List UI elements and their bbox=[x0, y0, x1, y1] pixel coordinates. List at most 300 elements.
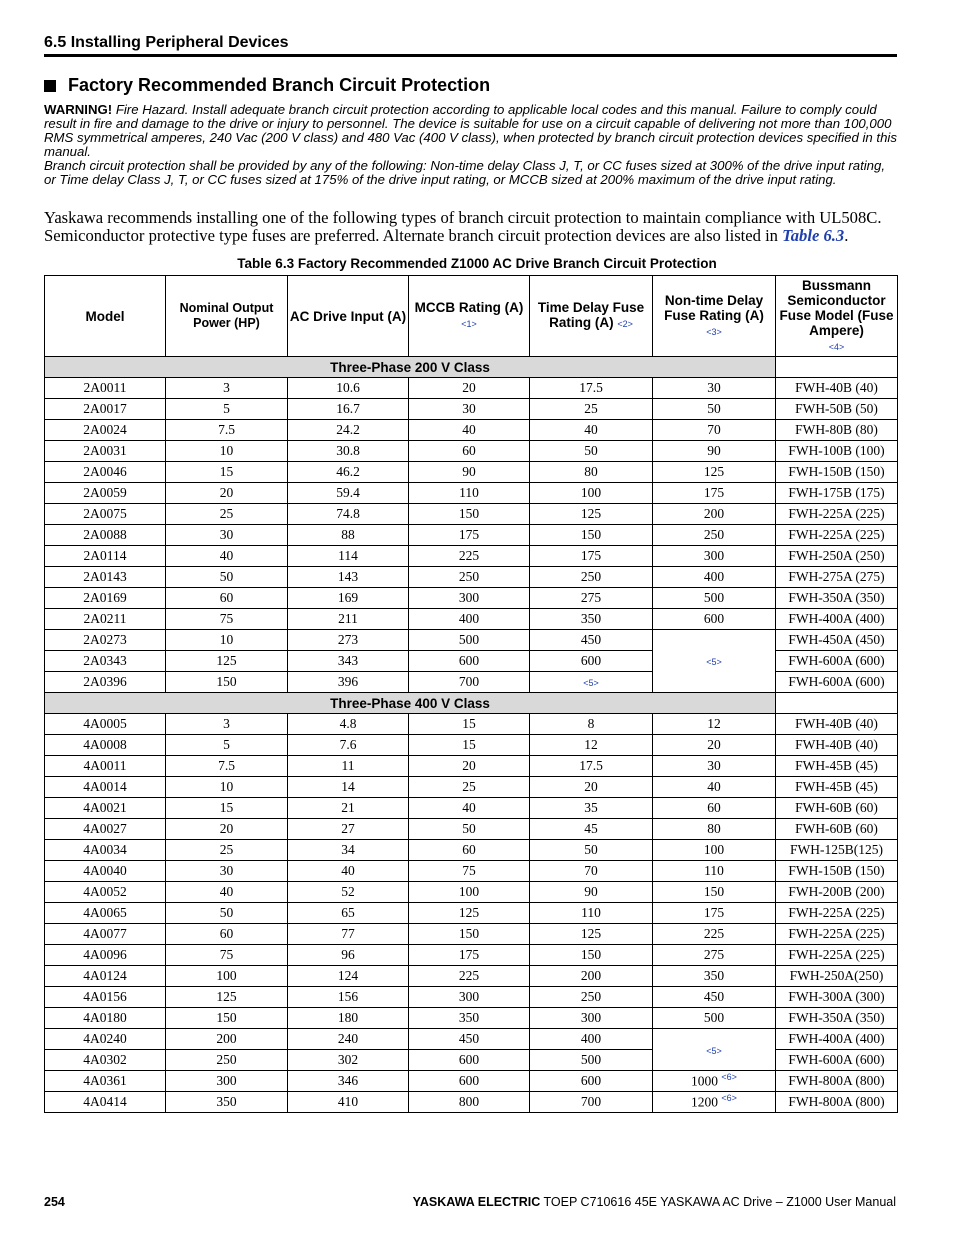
cell-input: 27 bbox=[288, 819, 409, 840]
cell-fuse-model: FWH-600A (600) bbox=[776, 672, 898, 693]
cell-timedelay: 125 bbox=[530, 504, 653, 525]
cell-mccb: 350 bbox=[409, 1008, 530, 1029]
table-caption: Table 6.3 Factory Recommended Z1000 AC Drive Branch Circuit Protection bbox=[237, 256, 717, 271]
cell-fuse-model: FWH-450A (450) bbox=[776, 630, 898, 651]
cell-timedelay: 250 bbox=[530, 987, 653, 1008]
nontime-value: 1200 bbox=[691, 1094, 719, 1110]
col-mccb-header bbox=[409, 276, 530, 357]
cell-nontime bbox=[653, 987, 776, 1008]
cell-mccb: 110 bbox=[409, 483, 530, 504]
cell-mccb: 300 bbox=[409, 588, 530, 609]
cell-fuse-model: FWH-125B(125) bbox=[776, 840, 898, 861]
table-body bbox=[45, 357, 898, 1113]
cell-timedelay: 175 bbox=[530, 546, 653, 567]
cell-fuse-model: FWH-225A (225) bbox=[776, 504, 898, 525]
cell-timedelay: 600 bbox=[530, 651, 653, 672]
nontime-value: 50 bbox=[707, 401, 721, 416]
intro-paragraph bbox=[44, 209, 900, 245]
cell-fuse-model: FWH-275A (275) bbox=[776, 567, 898, 588]
cell-input: 14 bbox=[288, 777, 409, 798]
cell-mccb: 450 bbox=[409, 1029, 530, 1050]
cell-power: 50 bbox=[166, 567, 288, 588]
cell-fuse-model: FWH-40B (40) bbox=[776, 735, 898, 756]
cell-model: 4A0124 bbox=[45, 966, 166, 987]
cell-timedelay: 600 bbox=[530, 1071, 653, 1092]
cell-fuse-model: FWH-225A (225) bbox=[776, 525, 898, 546]
cell-nontime bbox=[653, 924, 776, 945]
footnote-link[interactable]: <6> bbox=[721, 1093, 737, 1104]
cell-power: 150 bbox=[166, 1008, 288, 1029]
table-reference-link[interactable]: Table 6.3 bbox=[782, 226, 845, 245]
table-row bbox=[45, 483, 898, 504]
table-header-row bbox=[45, 276, 898, 357]
cell-timedelay: 250 bbox=[530, 567, 653, 588]
cell-mccb: 600 bbox=[409, 651, 530, 672]
cell-mccb: 20 bbox=[409, 756, 530, 777]
cell-power: 5 bbox=[166, 735, 288, 756]
cell-power: 15 bbox=[166, 798, 288, 819]
cell-model: 2A0343 bbox=[45, 651, 166, 672]
cell-nontime bbox=[653, 777, 776, 798]
table-row bbox=[45, 588, 898, 609]
cell-nontime bbox=[653, 861, 776, 882]
cell-mccb: 600 bbox=[409, 1071, 530, 1092]
nontime-value: 1000 bbox=[691, 1073, 719, 1089]
cell-timedelay: 80 bbox=[530, 462, 653, 483]
cell-fuse-model: FWH-800A (800) bbox=[776, 1092, 898, 1113]
table-row bbox=[45, 966, 898, 987]
cell-nontime bbox=[653, 609, 776, 630]
nontime-value: 350 bbox=[703, 968, 725, 983]
cell-model: 4A0156 bbox=[45, 987, 166, 1008]
cell-mccb: 400 bbox=[409, 609, 530, 630]
cell-model: 2A0024 bbox=[45, 420, 166, 441]
cell-power: 15 bbox=[166, 462, 288, 483]
table-row bbox=[45, 735, 898, 756]
cell-model: 4A0005 bbox=[45, 714, 166, 735]
cell-mccb: 90 bbox=[409, 462, 530, 483]
nontime-value: 250 bbox=[703, 527, 725, 542]
cell-input: 30.8 bbox=[288, 441, 409, 462]
cell-model: 2A0211 bbox=[45, 609, 166, 630]
cell-input: 273 bbox=[288, 630, 409, 651]
cell-model: 2A0059 bbox=[45, 483, 166, 504]
cell-nontime bbox=[653, 588, 776, 609]
col-power-header: Nominal Output Power (HP) bbox=[166, 276, 288, 357]
cell-power: 250 bbox=[166, 1050, 288, 1071]
nontime-value: 275 bbox=[703, 947, 725, 962]
cell-power: 75 bbox=[166, 945, 288, 966]
nontime-value: 30 bbox=[707, 758, 721, 773]
cell-fuse-model: FWH-250A (250) bbox=[776, 546, 898, 567]
cell-mccb: 225 bbox=[409, 546, 530, 567]
cell-power: 20 bbox=[166, 819, 288, 840]
cell-timedelay: 35 bbox=[530, 798, 653, 819]
cell-mccb: 30 bbox=[409, 399, 530, 420]
footnote-link[interactable]: <5> bbox=[583, 678, 599, 688]
cell-fuse-model: FWH-80B (80) bbox=[776, 420, 898, 441]
cell-mccb: 250 bbox=[409, 567, 530, 588]
cell-fuse-model: FWH-45B (45) bbox=[776, 777, 898, 798]
cell-fuse-model: FWH-600A (600) bbox=[776, 1050, 898, 1071]
cell-input: 96 bbox=[288, 945, 409, 966]
cell-power: 10 bbox=[166, 441, 288, 462]
cell-power: 3 bbox=[166, 378, 288, 399]
cell-power: 125 bbox=[166, 651, 288, 672]
cell-timedelay: 50 bbox=[530, 441, 653, 462]
cell-mccb: 700 bbox=[409, 672, 530, 693]
cell-mccb: 600 bbox=[409, 1050, 530, 1071]
table-row bbox=[45, 630, 898, 651]
cell-mccb: 175 bbox=[409, 945, 530, 966]
col-timedelay-header bbox=[530, 276, 653, 357]
table-row bbox=[45, 945, 898, 966]
cell-fuse-model: FWH-350A (350) bbox=[776, 588, 898, 609]
cell-power: 150 bbox=[166, 672, 288, 693]
cell-model: 4A0027 bbox=[45, 819, 166, 840]
cell-input: 11 bbox=[288, 756, 409, 777]
table-row bbox=[45, 840, 898, 861]
cell-nontime bbox=[653, 1008, 776, 1029]
nontime-value: 30 bbox=[707, 380, 721, 395]
cell-timedelay: 150 bbox=[530, 945, 653, 966]
cell-mccb: 60 bbox=[409, 441, 530, 462]
cell-timedelay: 45 bbox=[530, 819, 653, 840]
page-number: 254 bbox=[44, 1195, 65, 1209]
cell-model: 4A0361 bbox=[45, 1071, 166, 1092]
cell-model: 4A0040 bbox=[45, 861, 166, 882]
cell-model: 2A0273 bbox=[45, 630, 166, 651]
cell-model: 4A0414 bbox=[45, 1092, 166, 1113]
cell-mccb: 800 bbox=[409, 1092, 530, 1113]
table-row bbox=[45, 798, 898, 819]
cell-nontime bbox=[653, 882, 776, 903]
note-3-link[interactable]: <3> bbox=[706, 326, 722, 337]
cell-timedelay: 125 bbox=[530, 924, 653, 945]
cell-input: 302 bbox=[288, 1050, 409, 1071]
cell-power: 7.5 bbox=[166, 420, 288, 441]
cell-mccb: 150 bbox=[409, 924, 530, 945]
cell-mccb: 50 bbox=[409, 819, 530, 840]
cell-mccb: 15 bbox=[409, 735, 530, 756]
nontime-value: 90 bbox=[707, 443, 721, 458]
intro-end: . bbox=[844, 226, 849, 245]
cell-input: 114 bbox=[288, 546, 409, 567]
cell-input: 7.6 bbox=[288, 735, 409, 756]
cell-input: 10.6 bbox=[288, 378, 409, 399]
cell-fuse-model: FWH-175B (175) bbox=[776, 483, 898, 504]
nontime-value: 60 bbox=[707, 800, 721, 815]
nontime-value: 125 bbox=[703, 464, 725, 479]
cell-power: 60 bbox=[166, 588, 288, 609]
nontime-value: 200 bbox=[703, 506, 725, 521]
cell-power: 25 bbox=[166, 840, 288, 861]
cell-timedelay: 90 bbox=[530, 882, 653, 903]
cell-power: 30 bbox=[166, 861, 288, 882]
cell-fuse-model: FWH-40B (40) bbox=[776, 378, 898, 399]
table-row bbox=[45, 378, 898, 399]
cell-power: 300 bbox=[166, 1071, 288, 1092]
cell-input: 180 bbox=[288, 1008, 409, 1029]
cell-input: 24.2 bbox=[288, 420, 409, 441]
cell-nontime bbox=[653, 756, 776, 777]
cell-input: 346 bbox=[288, 1071, 409, 1092]
footnote-link[interactable]: <5> bbox=[706, 657, 722, 667]
cell-power: 60 bbox=[166, 924, 288, 945]
cell-nontime-merged bbox=[653, 630, 776, 693]
section-title: 6.5 Installing Peripheral Devices bbox=[44, 34, 289, 51]
table-row bbox=[45, 1008, 898, 1029]
table-row bbox=[45, 714, 898, 735]
cell-fuse-model: FWH-100B (100) bbox=[776, 441, 898, 462]
nontime-value: 600 bbox=[703, 611, 725, 626]
cell-fuse-model: FWH-225A (225) bbox=[776, 945, 898, 966]
nontime-value: 500 bbox=[703, 590, 725, 605]
cell-power: 200 bbox=[166, 1029, 288, 1050]
cell-mccb: 60 bbox=[409, 840, 530, 861]
cell-mccb: 175 bbox=[409, 525, 530, 546]
cell-model: 2A0169 bbox=[45, 588, 166, 609]
cell-fuse-model: FWH-60B (60) bbox=[776, 798, 898, 819]
cell-timedelay: 300 bbox=[530, 1008, 653, 1029]
cell-power: 350 bbox=[166, 1092, 288, 1113]
cell-nontime bbox=[653, 525, 776, 546]
cell-input: 343 bbox=[288, 651, 409, 672]
cell-fuse-model: FWH-400A (400) bbox=[776, 609, 898, 630]
cell-fuse-model: FWH-45B (45) bbox=[776, 756, 898, 777]
class-row-200v bbox=[45, 357, 898, 378]
cell-nontime bbox=[653, 567, 776, 588]
cell-model: 4A0077 bbox=[45, 924, 166, 945]
note-2-link[interactable]: <2> bbox=[617, 319, 633, 329]
cell-power: 40 bbox=[166, 546, 288, 567]
nontime-value: 110 bbox=[704, 863, 724, 878]
table-row bbox=[45, 903, 898, 924]
cell-mccb: 40 bbox=[409, 798, 530, 819]
table-row bbox=[45, 609, 898, 630]
warning-text: Fire Hazard. Install adequate branch circuit protection according to applicable local codes and this manual. Failure to comply could result in fire and damage to the drive or injury to personnel. The device is suitable for use on a circuit capable of delivering not more than 100,000 RMS symmetrical amperes, 240 Vac (200 V class) and 480 Vac (400 V class), when protected by branch circuit protection devices specified in this manual. bbox=[44, 102, 897, 159]
footnote-link[interactable]: <6> bbox=[721, 1072, 737, 1083]
cell-power: 10 bbox=[166, 777, 288, 798]
cell-model: 4A0014 bbox=[45, 777, 166, 798]
cell-mccb: 15 bbox=[409, 714, 530, 735]
cell-power: 10 bbox=[166, 630, 288, 651]
table-row bbox=[45, 819, 898, 840]
footer-doc-title: TOEP C710616 45E YASKAWA AC Drive – Z1000 User Manual bbox=[543, 1195, 896, 1209]
class-row-400v bbox=[45, 693, 898, 714]
nontime-value: 500 bbox=[703, 1010, 725, 1025]
nontime-value: 175 bbox=[703, 485, 725, 500]
cell-power: 30 bbox=[166, 525, 288, 546]
note-4-link[interactable]: <4> bbox=[828, 341, 845, 352]
table-row bbox=[45, 1029, 898, 1050]
cell-model: 2A0046 bbox=[45, 462, 166, 483]
cell-nontime bbox=[653, 378, 776, 399]
nontime-value: 450 bbox=[703, 989, 725, 1004]
cell-fuse-model: FWH-50B (50) bbox=[776, 399, 898, 420]
cell-model: 4A0034 bbox=[45, 840, 166, 861]
cell-nontime bbox=[653, 462, 776, 483]
cell-input: 21 bbox=[288, 798, 409, 819]
nontime-value: 225 bbox=[703, 926, 725, 941]
cell-input: 65 bbox=[288, 903, 409, 924]
cell-power: 5 bbox=[166, 399, 288, 420]
cell-model: 2A0088 bbox=[45, 525, 166, 546]
cell-model: 4A0065 bbox=[45, 903, 166, 924]
cell-model: 4A0008 bbox=[45, 735, 166, 756]
nontime-value: 40 bbox=[707, 779, 721, 794]
warning-block bbox=[44, 103, 900, 187]
heading bbox=[44, 75, 490, 96]
table-row bbox=[45, 462, 898, 483]
cell-mccb: 40 bbox=[409, 420, 530, 441]
class-label: Three-Phase 200 V Class bbox=[45, 357, 776, 378]
cell-mccb: 300 bbox=[409, 987, 530, 1008]
footer-doc bbox=[413, 1195, 896, 1209]
section-divider bbox=[44, 54, 897, 57]
cell-nontime bbox=[653, 945, 776, 966]
cell-input: 143 bbox=[288, 567, 409, 588]
table-row bbox=[45, 924, 898, 945]
cell-mccb: 20 bbox=[409, 378, 530, 399]
cell-fuse-model: FWH-300A (300) bbox=[776, 987, 898, 1008]
class-blank bbox=[776, 357, 898, 378]
cell-nontime bbox=[653, 420, 776, 441]
cell-power: 100 bbox=[166, 966, 288, 987]
cell-timedelay bbox=[530, 672, 653, 693]
cell-model: 4A0302 bbox=[45, 1050, 166, 1071]
cell-input: 156 bbox=[288, 987, 409, 1008]
branch-protection-table bbox=[44, 275, 898, 1113]
cell-nontime bbox=[653, 714, 776, 735]
cell-fuse-model: FWH-250A(250) bbox=[776, 966, 898, 987]
warning-label: WARNING! bbox=[44, 102, 113, 117]
nontime-value: 70 bbox=[707, 422, 721, 437]
cell-nontime bbox=[653, 819, 776, 840]
cell-input: 410 bbox=[288, 1092, 409, 1113]
timedelay-header-text: Time Delay Fuse Rating (A) bbox=[537, 300, 645, 330]
cell-model: 2A0011 bbox=[45, 378, 166, 399]
cell-timedelay: 17.5 bbox=[530, 378, 653, 399]
cell-model: 2A0017 bbox=[45, 399, 166, 420]
cell-fuse-model: FWH-150B (150) bbox=[776, 861, 898, 882]
cell-nontime bbox=[653, 735, 776, 756]
nontime-value: 300 bbox=[703, 548, 725, 563]
nontime-value: 150 bbox=[703, 884, 725, 899]
cell-timedelay: 25 bbox=[530, 399, 653, 420]
nontime-header-text: Non-time Delay Fuse Rating (A) bbox=[664, 292, 764, 323]
table-row bbox=[45, 1092, 898, 1113]
cell-nontime bbox=[653, 441, 776, 462]
cell-timedelay: 17.5 bbox=[530, 756, 653, 777]
cell-input: 46.2 bbox=[288, 462, 409, 483]
footnote-link[interactable]: <5> bbox=[706, 1045, 722, 1056]
cell-timedelay: 40 bbox=[530, 420, 653, 441]
cell-model: 2A0075 bbox=[45, 504, 166, 525]
col-nontime-header bbox=[653, 276, 776, 357]
cell-model: 4A0052 bbox=[45, 882, 166, 903]
cell-input: 77 bbox=[288, 924, 409, 945]
cell-fuse-model: FWH-400A (400) bbox=[776, 1029, 898, 1050]
nontime-value: 400 bbox=[703, 569, 725, 584]
table-row bbox=[45, 1071, 898, 1092]
cell-timedelay: 110 bbox=[530, 903, 653, 924]
col-bussmann-header bbox=[776, 276, 898, 357]
cell-input: 40 bbox=[288, 861, 409, 882]
table-row bbox=[45, 756, 898, 777]
cell-power: 7.5 bbox=[166, 756, 288, 777]
table-row bbox=[45, 399, 898, 420]
cell-timedelay: 450 bbox=[530, 630, 653, 651]
cell-input: 59.4 bbox=[288, 483, 409, 504]
cell-timedelay: 500 bbox=[530, 1050, 653, 1071]
cell-nontime bbox=[653, 798, 776, 819]
table-row bbox=[45, 504, 898, 525]
table-row bbox=[45, 441, 898, 462]
cell-nontime bbox=[653, 966, 776, 987]
cell-mccb: 225 bbox=[409, 966, 530, 987]
cell-nontime bbox=[653, 399, 776, 420]
cell-model: 4A0021 bbox=[45, 798, 166, 819]
table-row bbox=[45, 567, 898, 588]
nontime-value: 175 bbox=[703, 905, 725, 920]
cell-fuse-model: FWH-225A (225) bbox=[776, 903, 898, 924]
cell-timedelay: 50 bbox=[530, 840, 653, 861]
table-row bbox=[45, 882, 898, 903]
cell-fuse-model: FWH-350A (350) bbox=[776, 1008, 898, 1029]
intro-text: Yaskawa recommends installing one of the following types of branch circuit protection to maintain compliance with UL508C. Semiconductor protective type fuses are preferred. Alternate branch circuit protection devices are also listed in bbox=[44, 208, 882, 245]
note-1-link[interactable]: <1> bbox=[461, 319, 477, 329]
cell-power: 20 bbox=[166, 483, 288, 504]
cell-input: 34 bbox=[288, 840, 409, 861]
heading-text: Factory Recommended Branch Circuit Protection bbox=[68, 75, 491, 95]
nontime-value: 20 bbox=[707, 737, 721, 752]
cell-nontime bbox=[653, 1092, 776, 1113]
cell-nontime bbox=[653, 903, 776, 924]
cell-model: 4A0240 bbox=[45, 1029, 166, 1050]
cell-input: 4.8 bbox=[288, 714, 409, 735]
cell-nontime bbox=[653, 546, 776, 567]
mccb-header-text: MCCB Rating (A) bbox=[414, 300, 524, 315]
cell-model: 4A0011 bbox=[45, 756, 166, 777]
table-row bbox=[45, 777, 898, 798]
cell-model: 4A0180 bbox=[45, 1008, 166, 1029]
cell-fuse-model: FWH-800A (800) bbox=[776, 1071, 898, 1092]
cell-mccb: 500 bbox=[409, 630, 530, 651]
cell-power: 25 bbox=[166, 504, 288, 525]
cell-mccb: 25 bbox=[409, 777, 530, 798]
cell-timedelay: 700 bbox=[530, 1092, 653, 1113]
cell-timedelay: 150 bbox=[530, 525, 653, 546]
cell-power: 50 bbox=[166, 903, 288, 924]
cell-timedelay: 200 bbox=[530, 966, 653, 987]
cell-input: 396 bbox=[288, 672, 409, 693]
cell-nontime bbox=[653, 1071, 776, 1092]
cell-model: 4A0096 bbox=[45, 945, 166, 966]
nontime-value: 12 bbox=[707, 716, 721, 731]
cell-timedelay: 20 bbox=[530, 777, 653, 798]
cell-fuse-model: FWH-150B (150) bbox=[776, 462, 898, 483]
cell-fuse-model: FWH-60B (60) bbox=[776, 819, 898, 840]
cell-input: 88 bbox=[288, 525, 409, 546]
cell-nontime bbox=[653, 483, 776, 504]
cell-fuse-model: FWH-600A (600) bbox=[776, 651, 898, 672]
class-label: Three-Phase 400 V Class bbox=[45, 693, 776, 714]
class-blank bbox=[776, 693, 898, 714]
table-row bbox=[45, 420, 898, 441]
warning-text-2: Branch circuit protection shall be provided by any of the following: Non-time delay Class J, T, or CC fuses sized at 300% of the drive input rating, or Time delay Class J, T, or CC fuses sized at 175% of the drive input rating, or MCCB sized at 200% maximum of the drive input rating. bbox=[44, 158, 886, 187]
table-row bbox=[45, 546, 898, 567]
